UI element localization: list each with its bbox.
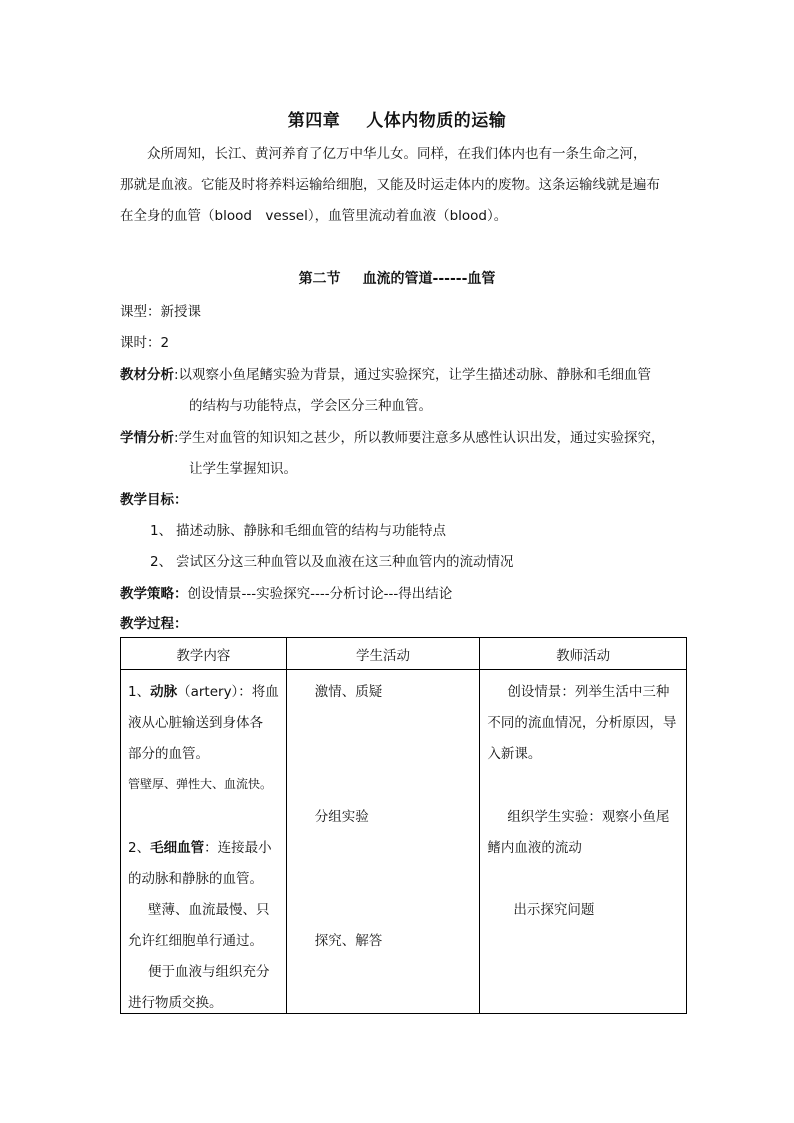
goal-item <box>150 550 514 570</box>
term-capillary: 毛细血管 <box>150 840 205 856</box>
student-label: 学情分析 <box>120 430 174 446</box>
teacher-activity: 鳍内血液的流动 <box>487 840 582 856</box>
student-activity: 分组实验 <box>314 809 369 825</box>
student-analysis <box>120 426 665 446</box>
goal-number: 1、 <box>150 523 173 539</box>
lesson-hours: 课时：2 <box>120 335 170 351</box>
goal-item <box>150 519 446 539</box>
table-header-row <box>121 638 687 670</box>
section-name: 血流的管道------血管 <box>362 271 496 287</box>
goal-text: 尝试区分这三种血管以及血液在这三种血管内的流动情况 <box>176 554 514 570</box>
student-text-cont: 让学生掌握知识。 <box>189 461 297 477</box>
item-number: 1、 <box>128 684 151 700</box>
strategy-text: 创设情景---实验探究----分析讨论---得出结论 <box>187 586 453 602</box>
intro-paragraph <box>120 139 680 232</box>
material-analysis <box>120 363 651 383</box>
section-number: 第二节 <box>298 271 341 287</box>
section-title <box>0 268 794 288</box>
header-teacher: 教师活动 <box>480 638 687 670</box>
artery-line: 液从心脏输送到身体各 <box>128 715 263 731</box>
teacher-cell <box>480 670 687 1014</box>
capillary-line: 便于血液与组织充分 <box>148 964 270 980</box>
teacher-activity: 入新课。 <box>487 746 542 762</box>
teacher-activity: 不同的流血情况，分析原因，导 <box>487 715 677 731</box>
material-text: :以观察小鱼尾鳍实验为背景，通过实验探究，让学生描述动脉、静脉和毛细血管 <box>174 367 652 383</box>
capillary-line: 的动脉和静脉的血管。 <box>128 871 263 887</box>
goals-label: 教学目标： <box>120 492 188 508</box>
item-number: 2、 <box>128 840 151 856</box>
table-row <box>121 670 687 1014</box>
strategy-label: 教学策略： <box>120 586 188 602</box>
intro-line: 在全身的血管（blood vessel），血管里流动着血液（blood）。 <box>120 208 508 224</box>
chapter-title <box>0 106 794 131</box>
intro-line: 那就是血液。它能及时将养料运输给细胞，又能及时运走体内的废物。这条运输线就是遍布 <box>120 177 660 193</box>
artery-line <box>128 680 279 700</box>
capillary-line: 允许红细胞单行通过。 <box>128 933 263 949</box>
strategy <box>120 582 452 602</box>
student-activity: 激情、质疑 <box>314 684 383 700</box>
student-activity: 探究、解答 <box>314 933 383 949</box>
goal-number: 2、 <box>150 554 173 570</box>
goal-text: 描述动脉、静脉和毛细血管的结构与功能特点 <box>176 523 446 539</box>
process-table <box>120 637 687 1014</box>
material-text-cont: 的结构与功能特点，学会区分三种血管。 <box>189 398 432 414</box>
student-cell <box>286 670 480 1014</box>
term-artery: 动脉 <box>150 684 178 700</box>
capillary-line <box>128 836 272 856</box>
student-text: :学生对血管的知识知之甚少，所以教师要注意多从感性认识出发，通过实验探究， <box>174 430 665 446</box>
process-label: 教学过程： <box>120 616 188 632</box>
header-content: 教学内容 <box>121 638 287 670</box>
chapter-number: 第四章 <box>287 111 341 131</box>
content-cell <box>121 670 287 1014</box>
teacher-activity: 出示探究问题 <box>513 902 595 918</box>
header-student: 学生活动 <box>286 638 480 670</box>
artery-note: 管壁厚、弹性大、血流快。 <box>128 777 273 791</box>
teacher-activity: 创设情景：列举生活中三种 <box>507 684 670 700</box>
capillary-line: 壁薄、血流最慢、只 <box>148 902 270 918</box>
material-label: 教材分析 <box>120 367 174 383</box>
lesson-type: 课型：新授课 <box>120 304 201 320</box>
artery-line: 部分的血管。 <box>128 746 209 762</box>
artery-def: （artery）：将血 <box>177 684 279 700</box>
chapter-name: 人体内物质的运输 <box>366 111 507 131</box>
teacher-activity: 组织学生实验：观察小鱼尾 <box>507 809 670 825</box>
capillary-line: 进行物质交换。 <box>128 995 223 1011</box>
intro-line: 众所周知，长江、黄河养育了亿万中华儿女。同样，在我们体内也有一条生命之河， <box>147 146 647 162</box>
capillary-def: ：连接最小 <box>204 840 272 856</box>
